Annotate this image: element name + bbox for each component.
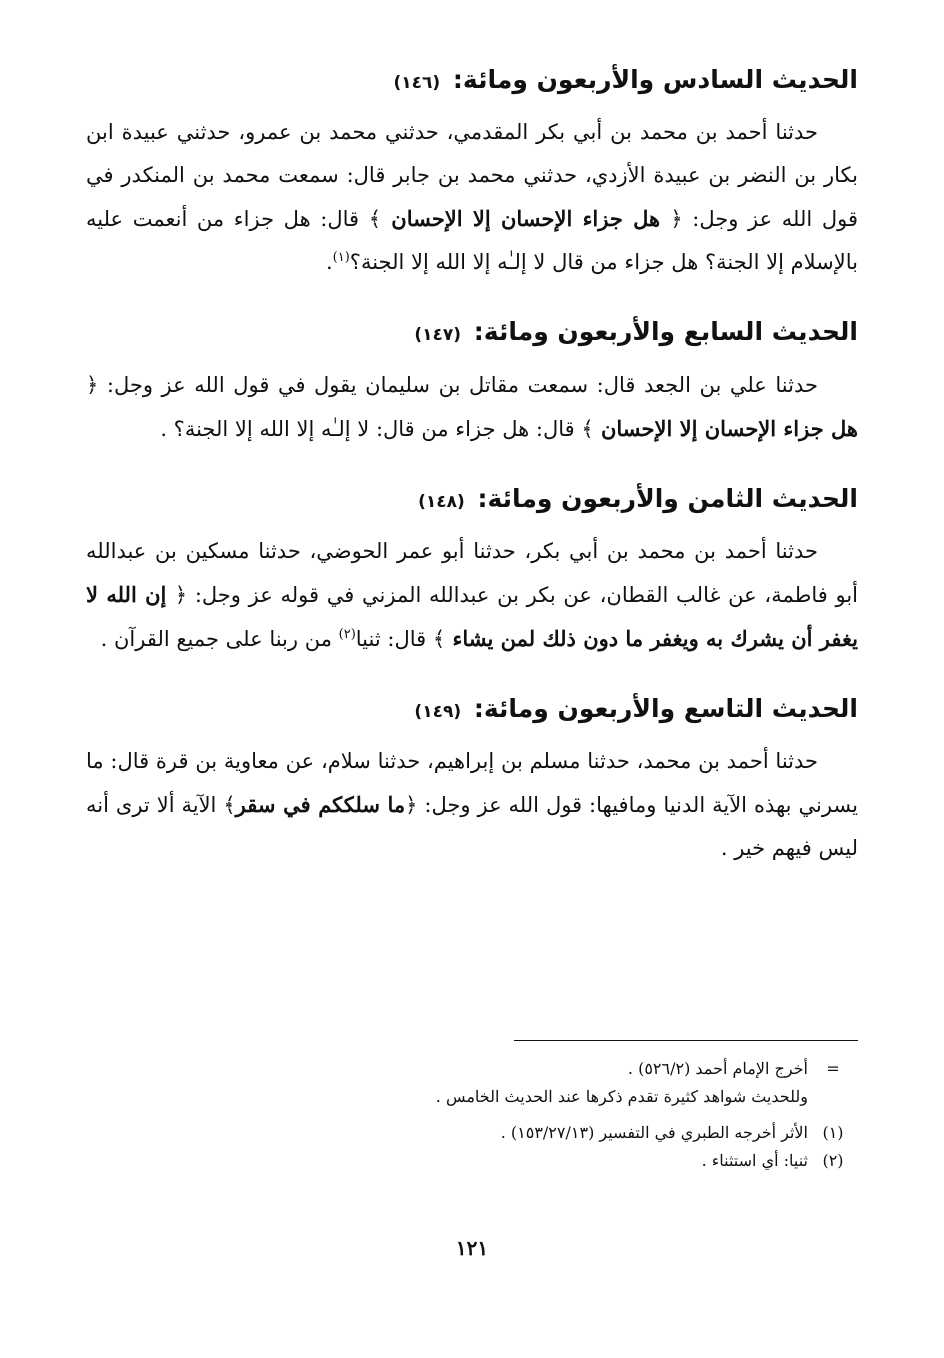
section-number: (١٤٩) — [414, 702, 462, 722]
quran-quote — [223, 792, 417, 817]
footnote-text: ثنيا: أي استثناء . — [701, 1151, 808, 1170]
footnote-mark: (٢) — [822, 1151, 844, 1170]
ornament-close-icon: ﴾ — [368, 207, 381, 231]
text-part: . — [325, 250, 333, 274]
ornament-open-icon: ﴿ — [670, 207, 683, 231]
footnote-continued-mark: = — [826, 1059, 840, 1078]
quote-text: هل جزاء الإحسان إلا الإحسان — [600, 416, 858, 441]
text-part: حدثنا أحمد بن محمد، حدثنا مسلم بن إبراهيم، حدثنا سلام، عن معاوية بن قرة قال: ما يسرني بهذه الآية الدنيا ومافيها: قول الله عز وجل: — [86, 749, 858, 817]
footnotes — [86, 1040, 858, 1175]
quote-text: ما سلككم في سقر — [235, 792, 406, 817]
text-part: من ربنا على جميع القرآن . — [100, 627, 339, 651]
section-number: (١٤٦) — [393, 73, 441, 93]
hadith-section-146 — [86, 60, 858, 284]
section-text — [86, 111, 858, 284]
text-part: قال: هل جزاء من أنعمت عليه بالإسلام إلا الجنة؟ هل جزاء من قال لا إلـٰه إلا الله إلا الجنة؟ — [86, 207, 858, 274]
section-text — [86, 530, 858, 661]
section-heading — [86, 479, 858, 522]
footnote-continued-line: وللحديث شواهد كثيرة تقدم ذكرها عند الحديث الخامس . — [435, 1087, 808, 1106]
section-title: الحديث الثامن والأربعون ومائة: — [477, 484, 858, 513]
footnote-continued — [86, 1083, 858, 1111]
section-text — [86, 363, 858, 451]
ornament-open-icon: ﴿ — [405, 793, 418, 817]
ornament-close-icon: ﴾ — [581, 417, 594, 441]
text-part: حدثنا أحمد بن محمد بن أبي بكر، حدثنا أبو عمر الحوضي، حدثنا مسكين بن عبدالله أبو فاطمة، عن غالب القطان، عن بكر بن عبدالله المزني في قوله عز وجل: — [86, 539, 859, 607]
section-number: (١٤٧) — [414, 325, 462, 345]
footnote-continued-line: أخرج الإمام أحمد (٥٢٦/٢) . — [627, 1059, 808, 1078]
text-part: قال: هل جزاء من قال: لا إلـٰه إلا الله إلا الجنة؟ . — [160, 417, 582, 441]
footnote-divider — [514, 1040, 858, 1041]
footnote-ref: (١) — [332, 250, 350, 265]
text-part: قال: ثنيا — [355, 627, 433, 651]
footnote-continued — [86, 1055, 858, 1083]
page-body — [86, 60, 858, 898]
ornament-close-icon: ﴾ — [432, 627, 446, 651]
footnote-text: الأثر أخرجه الطبري في التفسير (١٥٣/٢٧/١٣) . — [500, 1123, 808, 1142]
section-heading — [86, 60, 858, 103]
footnote-ref: (٢) — [338, 627, 356, 642]
text-part: حدثنا علي بن الجعد قال: سمعت مقاتل بن سليمان يقول في قول الله عز وجل: — [98, 373, 818, 397]
hadith-section-148 — [86, 479, 858, 661]
section-heading — [86, 312, 858, 355]
hadith-section-147 — [86, 312, 858, 451]
section-heading — [86, 689, 858, 732]
hadith-section-149 — [86, 689, 858, 870]
section-number: (١٤٨) — [418, 492, 465, 512]
footnote-item — [86, 1119, 858, 1147]
footnote-mark: (١) — [822, 1123, 844, 1142]
section-title: الحديث السابع والأربعون ومائة: — [473, 317, 858, 346]
quote-text: إن الله لا يغفر أن يشرك به ويغفر ما دون ذلك لمن يشاء — [86, 582, 858, 651]
text-part: حدثنا أحمد بن محمد بن أبي بكر المقدمي، حدثني محمد بن عمرو، حدثني عبيدة ابن بكار بن النضر بن عبيدة الأزدي، حدثني محمد بن جابر قال: سمعت محمد بن المنكدر في قول الله عز وجل: — [86, 120, 858, 231]
ornament-open-icon: ﴿ — [174, 583, 188, 607]
ornament-open-icon: ﴿ — [86, 373, 99, 397]
section-title: الحديث السادس والأربعون ومائة: — [452, 65, 858, 94]
page-number: ١٢١ — [455, 1236, 489, 1260]
section-text — [86, 740, 858, 870]
footnote-item — [86, 1147, 858, 1175]
quote-text: هل جزاء الإحسان إلا الإحسان — [391, 206, 661, 231]
section-title: الحديث التاسع والأربعون ومائة: — [473, 694, 858, 723]
ornament-close-icon: ﴾ — [223, 793, 236, 817]
quran-quote — [369, 206, 683, 231]
text-part: الآية ألا ترى أنه ليس فيهم خير . — [86, 793, 858, 860]
